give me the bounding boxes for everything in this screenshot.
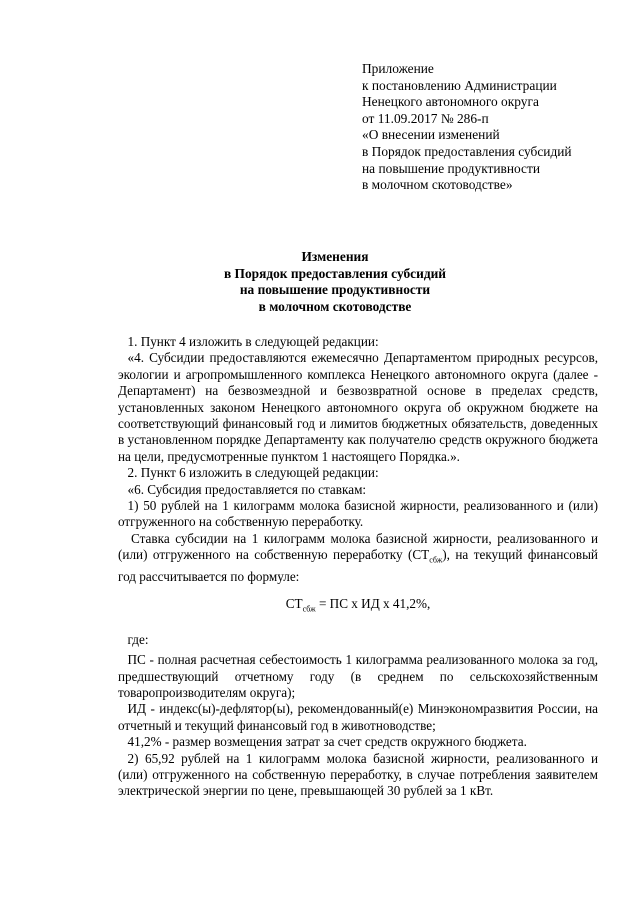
title-line: в Порядок предоставления субсидий (223, 265, 447, 281)
formula-rhs: = ПС x ИД x 41,2%, (315, 595, 431, 611)
paragraph-percent-definition: 41,2% - размер возмещения затрат за счет средств окружного бюджета. (127, 734, 527, 750)
title-line: в молочном скотоводстве (258, 298, 412, 314)
formula-lhs: СТ (285, 595, 303, 611)
paragraph-ps-definition: ПС - полная расчетная себестоимость 1 килограмма реализованного молока за год, предшествующий отчетному году (в среднем по сельскохозяйственным товаропроизводителям округа); (118, 652, 598, 700)
title-line: на повышение продуктивности (239, 282, 431, 298)
paragraph-item-2: 2. Пункт 6 изложить в следующей редакции: (127, 465, 379, 481)
paragraph-clause-6: «6. Субсидия предоставляется по ставкам: (127, 481, 367, 497)
appendix-header (362, 61, 612, 194)
appendix-line: «О внесении изменений (362, 127, 500, 143)
paragraph-where: где: (127, 631, 149, 647)
paragraph-id-definition: ИД - индекс(ы)-дефлятор(ы), рекомендованный(е) Минэкономразвития России, на отчетный и текущий финансовый год в животноводстве; (118, 701, 598, 733)
rate-text-a: Ставка субсидии на 1 килограмм молока базисной жирности, реализованного и (или) отгруженного на собственную переработку (СТ (118, 530, 598, 563)
document-body (118, 334, 598, 800)
appendix-line: Ненецкого автономного округа (362, 94, 539, 110)
paragraph-rate-1: 1) 50 рублей на 1 килограмм молока базисной жирности, реализованного и (или) отгруженного на собственную переработку. (118, 498, 598, 530)
appendix-line: от 11.09.2017 № 286-п (362, 110, 489, 126)
formula (118, 596, 598, 618)
rate-subscript: сбж (429, 555, 443, 565)
appendix-line: на повышение продуктивности (362, 160, 541, 176)
formula-subscript: сбж (302, 604, 316, 614)
rate-text-b: ), на текущий финансовый год рассчитывается по формуле: (118, 547, 598, 585)
appendix-line: в Порядок предоставления субсидий (362, 143, 572, 159)
paragraph-clause-4: «4. Субсидии предоставляются ежемесячно Департаментом природных ресурсов, экологии и агропромышленного комплекса Ненецкого автономного округа (далее - Департамент) на безвозмездной и безвозвратной основе в пределах средств, установленных законом Ненецкого автономного округа об окружном бюджете на соответствующий финансовый год и лимитов бюджетных обязательств, доведенных в установленном порядке Департаменту как получателю средств окружного бюджета на цели, предусмотренные пунктом 1 настоящего Порядка.». (118, 350, 598, 464)
appendix-line: в молочном скотоводстве» (362, 177, 513, 193)
title-line: Изменения (301, 249, 369, 264)
paragraph-rate-formula-intro (118, 531, 598, 586)
paragraph-rate-2: 2) 65,92 рублей на 1 килограмм молока базисной жирности, реализованного и (или) отгруженного на собственную переработку, в случае потребления заявителем электрической энергии по цене, превышающей 30 рублей за 1 кВт. (118, 750, 598, 799)
appendix-line: Приложение (362, 61, 434, 76)
document-title (0, 249, 640, 315)
paragraph-item-1: 1. Пункт 4 изложить в следующей редакции: (127, 334, 379, 349)
appendix-line: к постановлению Администрации (362, 77, 557, 93)
